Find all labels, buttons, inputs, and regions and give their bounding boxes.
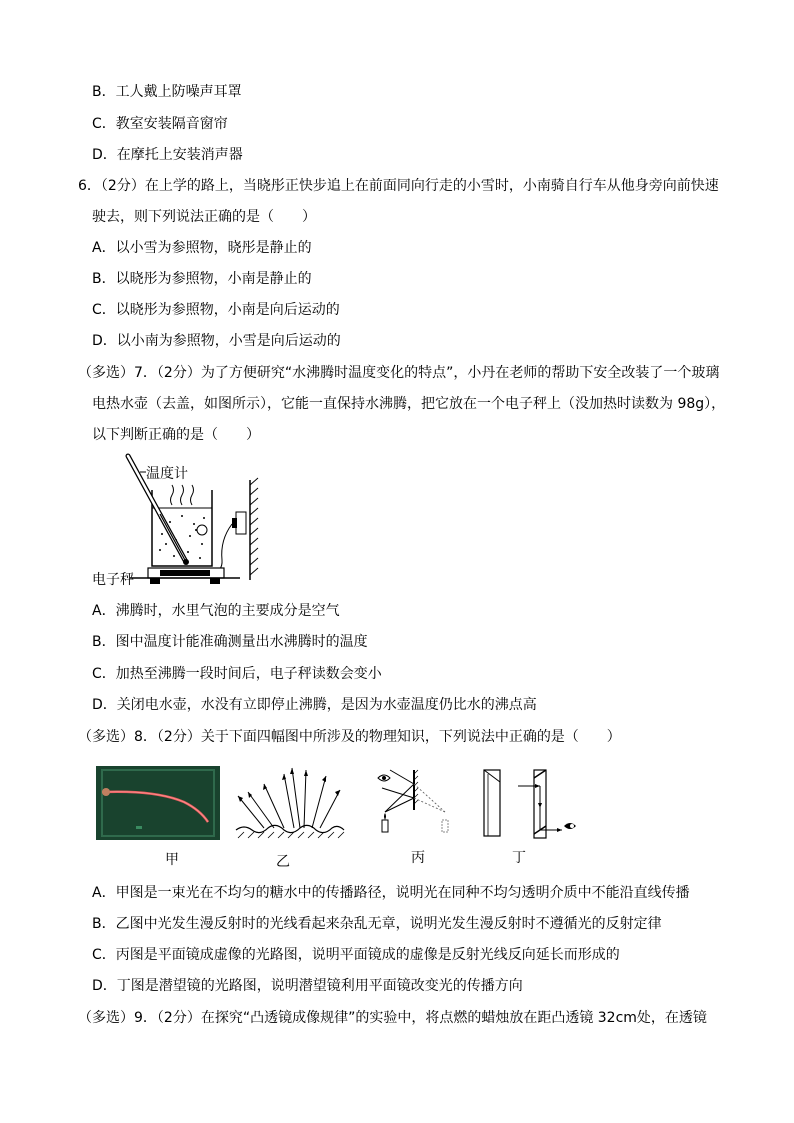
figure-yi-diffuse-reflection	[234, 764, 346, 842]
scale-label: 电子秤	[92, 572, 134, 588]
option-b-q5: B．工人戴上防噪声耳罩	[92, 84, 242, 100]
option-d-q8: D．丁图是潜望镜的光路图，说明潜望镜利用平面镜改变光的传播方向	[92, 978, 523, 994]
figure-ding-periscope	[478, 768, 582, 840]
figure-bing-plane-mirror	[376, 766, 460, 838]
option-c-q6: C．以晓彤为参照物，小南是向后运动的	[92, 302, 340, 318]
option-b-q8: B．乙图中光发生漫反射时的光线看起来杂乱无章，说明光发生漫反射时不遵循光的反射定律	[92, 916, 662, 932]
question-7-stem: （多选）7．（2分）为了方便研究“水沸腾时温度变化的特点”，小丹在老师的帮助下安全改装了一个玻璃	[78, 365, 720, 381]
question-8-stem: （多选）8．（2分）关于下面四幅图中所涉及的物理知识，下列说法中正确的是（ ）	[78, 729, 621, 745]
option-a-q6: A．以小雪为参照物，晓彤是静止的	[92, 240, 312, 256]
figure-jia-photo	[96, 766, 220, 840]
option-d-q5: D．在摩托上安装消声器	[92, 147, 243, 163]
figure-caption-bing: 丙	[411, 850, 425, 866]
option-d-q7: D．关闭电水壶，水没有立即停止沸腾，是因为水壶温度仍比水的沸点高	[92, 697, 537, 713]
question-6-stem-cont: 驶去，则下列说法正确的是（ ）	[92, 209, 316, 225]
question-9-stem: （多选）9．（2分）在探究“凸透镜成像规律”的实验中，将点燃的蜡烛放在距凸透镜 32cm处，在透镜	[78, 1010, 707, 1026]
option-b-q6: B．以晓彤为参照物，小南是静止的	[92, 271, 312, 287]
thermometer-label: 温度计	[146, 466, 188, 482]
option-d-q6: D．以小南为参照物，小雪是向后运动的	[92, 333, 341, 349]
question-6-stem: 6．（2分）在上学的路上，当晓彤正快步追上在前面同向行走的小雪时，小南骑自行车从他身旁向前快速	[78, 178, 719, 194]
option-a-q7: A．沸腾时，水里气泡的主要成分是空气	[92, 603, 340, 619]
question-7-stem-cont2: 以下判断正确的是（ ）	[92, 427, 260, 443]
option-b-q7: B．图中温度计能准确测量出水沸腾时的温度	[92, 634, 368, 650]
figure-caption-jia: 甲	[165, 852, 179, 868]
option-c-q5: C．教室安装隔音窗帘	[92, 116, 228, 132]
figure-caption-ding: 丁	[512, 850, 526, 866]
figure-caption-yi: 乙	[276, 854, 290, 870]
question-7-stem-cont: 电热水壶（去盖，如图所示），它能一直保持水沸腾，把它放在一个电子秤上（没加热时读数为 98g），	[92, 396, 726, 412]
option-c-q8: C．丙图是平面镜成虚像的光路图，说明平面镜成的虚像是反射光线反向延长而形成的	[92, 947, 620, 963]
option-c-q7: C．加热至沸腾一段时间后，电子秤读数会变小	[92, 666, 382, 682]
option-a-q8: A．甲图是一束光在不均匀的糖水中的传播路径，说明光在同种不均匀透明介质中不能沿直线传播	[92, 885, 690, 901]
